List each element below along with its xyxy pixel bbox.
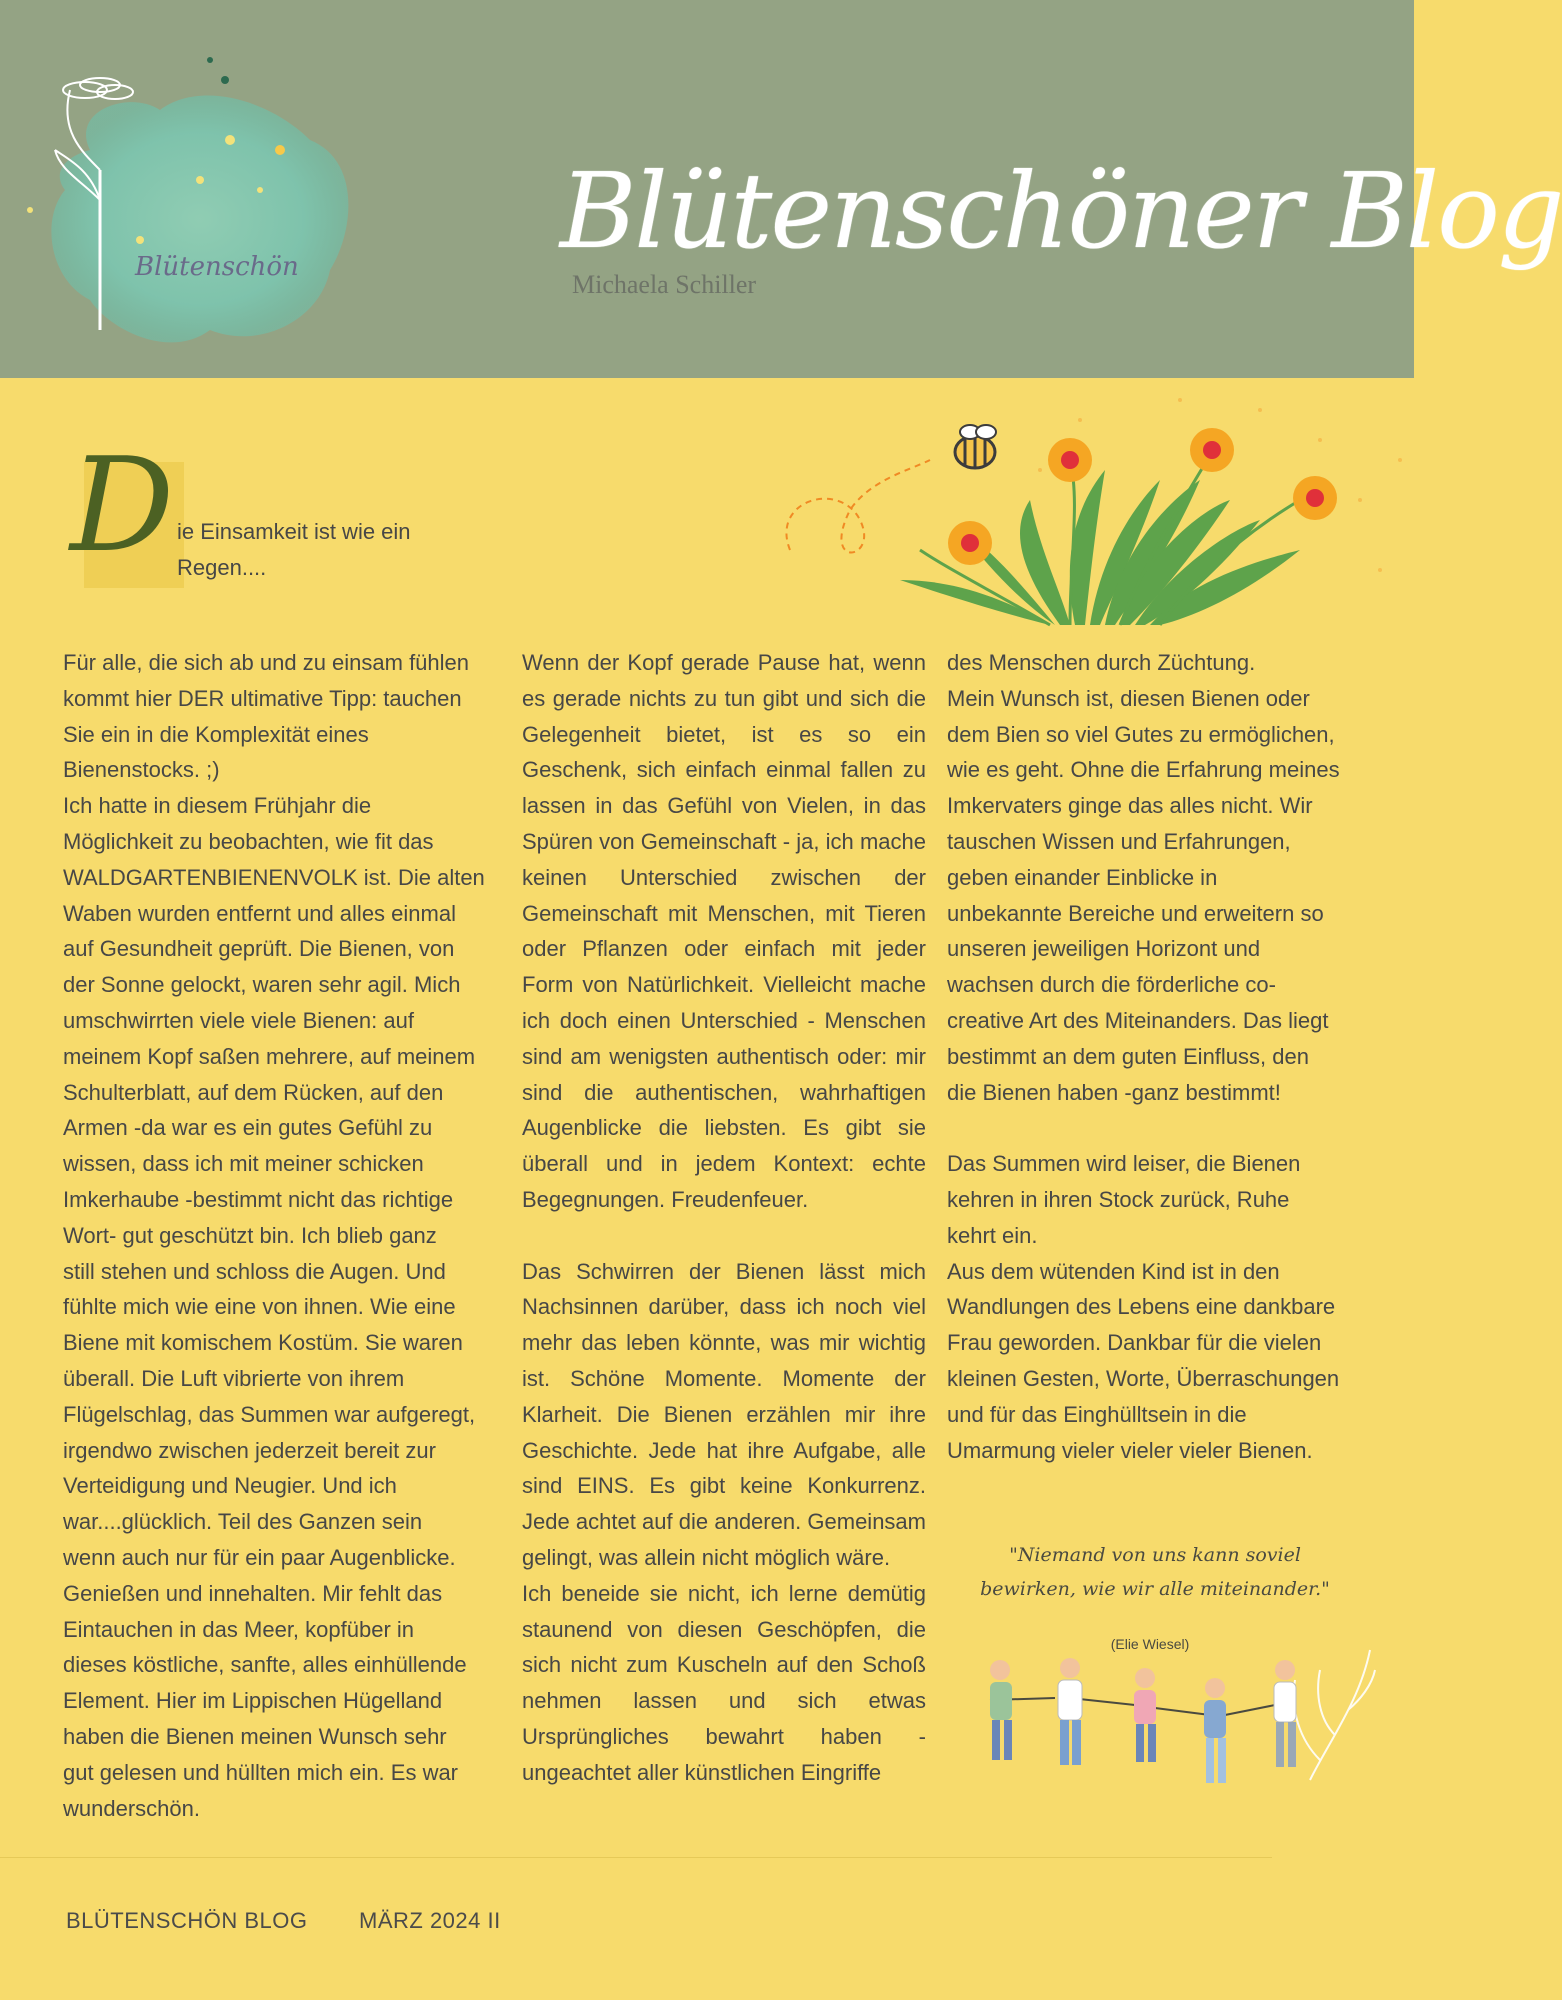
blog-title: Blütenschöner Blog [560,150,1562,272]
svg-text:Blütenschön: Blütenschön [135,252,299,282]
quote-text: "Niemand von uns kann soviel bewirken, wie wir alle miteinander." [980,1544,1330,1600]
dropcap-letter: D [70,429,175,581]
quote-author: (Elie Wiesel) [1110,1636,1190,1652]
article-column-1: Für alle, die sich ab und zu einsam fühlen kommt hier DER ultimative Tipp: tauchen Sie ein in die Komplexität eines Bienenstocks. ;) Ich hatte in diesem Frühjahr die Möglichkeit zu beobachten, wie fit das WALDGARTENBIENENVOLK ist. Die alten Waben wurden entfernt und alles einmal auf Gesundheit geprüft. Die Bienen, von der Sonne gelockt, waren sehr agil. Mich umschwirrten viele viele Bienen: auf meinem Kopf saßen mehrere, auf meinem Schulterblatt, auf dem Rücken, auf den Armen -da war es ein gutes Gefühl zu wissen, dass ich mit meiner schicken Imkerhaube -bestimmt nicht das richtige Wort- gut geschützt bin. Ich blieb ganz still stehen und schloss die Augen. Und fühlte mich wie eine von ihnen. Wie eine Biene mit komischem Kostüm. Sie waren überall. Die Luft vibrierte von ihrem Flügelschlag, das Summen war aufgeregt, irgendwo zwischen jederzeit bereit zur Verteidigung und Neugier. Und ich war....glücklich. Teil des Ganzen sein wenn auch nur für ein paar Augenblicke. Genießen und innehalten. Mir fehlt das Eintauchen in das Meer, kopfüber in dieses köstliche, sanfte, alles einhüllende Element. Hier im Lippischen Hügelland haben die Bienen meinen Wunsch sehr gut gelesen und hüllten mich ein. Es war wunderschön. [63,650,485,1821]
footer-issue-date: MÄRZ 2024 II [359,1908,501,1933]
flower-bouquet-icon [760,380,1414,630]
author-name: Michaela Schiller [572,270,757,299]
feather-icon [1294,1650,1375,1780]
header-banner [0,0,1562,378]
article-column-2: Wenn der Kopf gerade Pause hat, wenn es gerade nichts zu tun gibt und sich die Gelegenheit bietet, ist es so ein Geschenk, sich einfach einmal fallen zu lassen in das Gefühl von Vielen, in das Spüren von Gemeinschaft - ja, ich mache keinen Unterschied zwischen der Gemeinschaft mit Menschen, mit Tieren oder Pflanzen oder einfach mit jeder Form von Natürlichkeit. Vielleicht mache ich doch einen Unterschied - Menschen sind am wenigsten authentisch oder: mir sind die authentischen, wahrhaftigen Augenblicke die liebsten. Es gibt sie überall und in jedem Kontext: echte Begegnungen. Freudenfeuer. Das Schwirren der Bienen lässt mich Nachsinnen darüber, dass ich noch viel mehr das leben könnte, was mir wichtig ist. Schöne Momente. Momente der Klarheit. Die Bienen erzählen mir ihre Geschichte. Jede hat ihre Aufgabe, alle sind EINS. Es gibt keine Konkurrenz. Jede achtet auf die anderen. Gemeinsam gelingt, was allein nicht möglich wäre. Ich beneide sie nicht, ich lerne demütig staunend von diesen Geschöpfen, die sich nicht zum Kuscheln auf den Schoß nehmen lassen und sich etwas Ursprüngliches bewahrt haben - ungeachtet aller künstlichen Eingriffe [522,650,926,1785]
footer-blog-name: BLÜTENSCHÖN BLOG [66,1908,308,1933]
bee-icon [955,425,996,468]
article-column-3: des Menschen durch Züchtung. Mein Wunsch ist, diesen Bienen oder dem Bien so viel Gutes zu ermöglichen, wie es geht. Ohne die Erfahrung meines Imkervaters ginge das alles nicht. Wir tauschen Wissen und Erfahrungen, geben einander Einblicke in unbekannte Bereiche und erweitern so unseren jeweiligen Horizont und wachsen durch die förderliche co- creative Art des Miteinanders. Das liegt bestimmt an dem guten Einfluss, den die Bienen haben -ganz bestimmt! Das Summen wird leiser, die Bienen kehren in ihren Stock zurück, Ruhe kehrt ein. Aus dem wütenden Kind ist in den Wandlungen des Lebens eine dankbare Frau geworden. Dankbar für die vielen kleinen Gesten, Worte, Überraschungen und für das Einghülltsein in die Umarmung vieler vieler vieler Bienen. [947,650,1340,1463]
footer-divider [0,1857,1272,1858]
intro-text: ie Einsamkeit ist wie ein Regen.... [177,519,411,580]
people-circle-illustration [960,1590,1380,1820]
flower-logo-icon [10,30,380,360]
